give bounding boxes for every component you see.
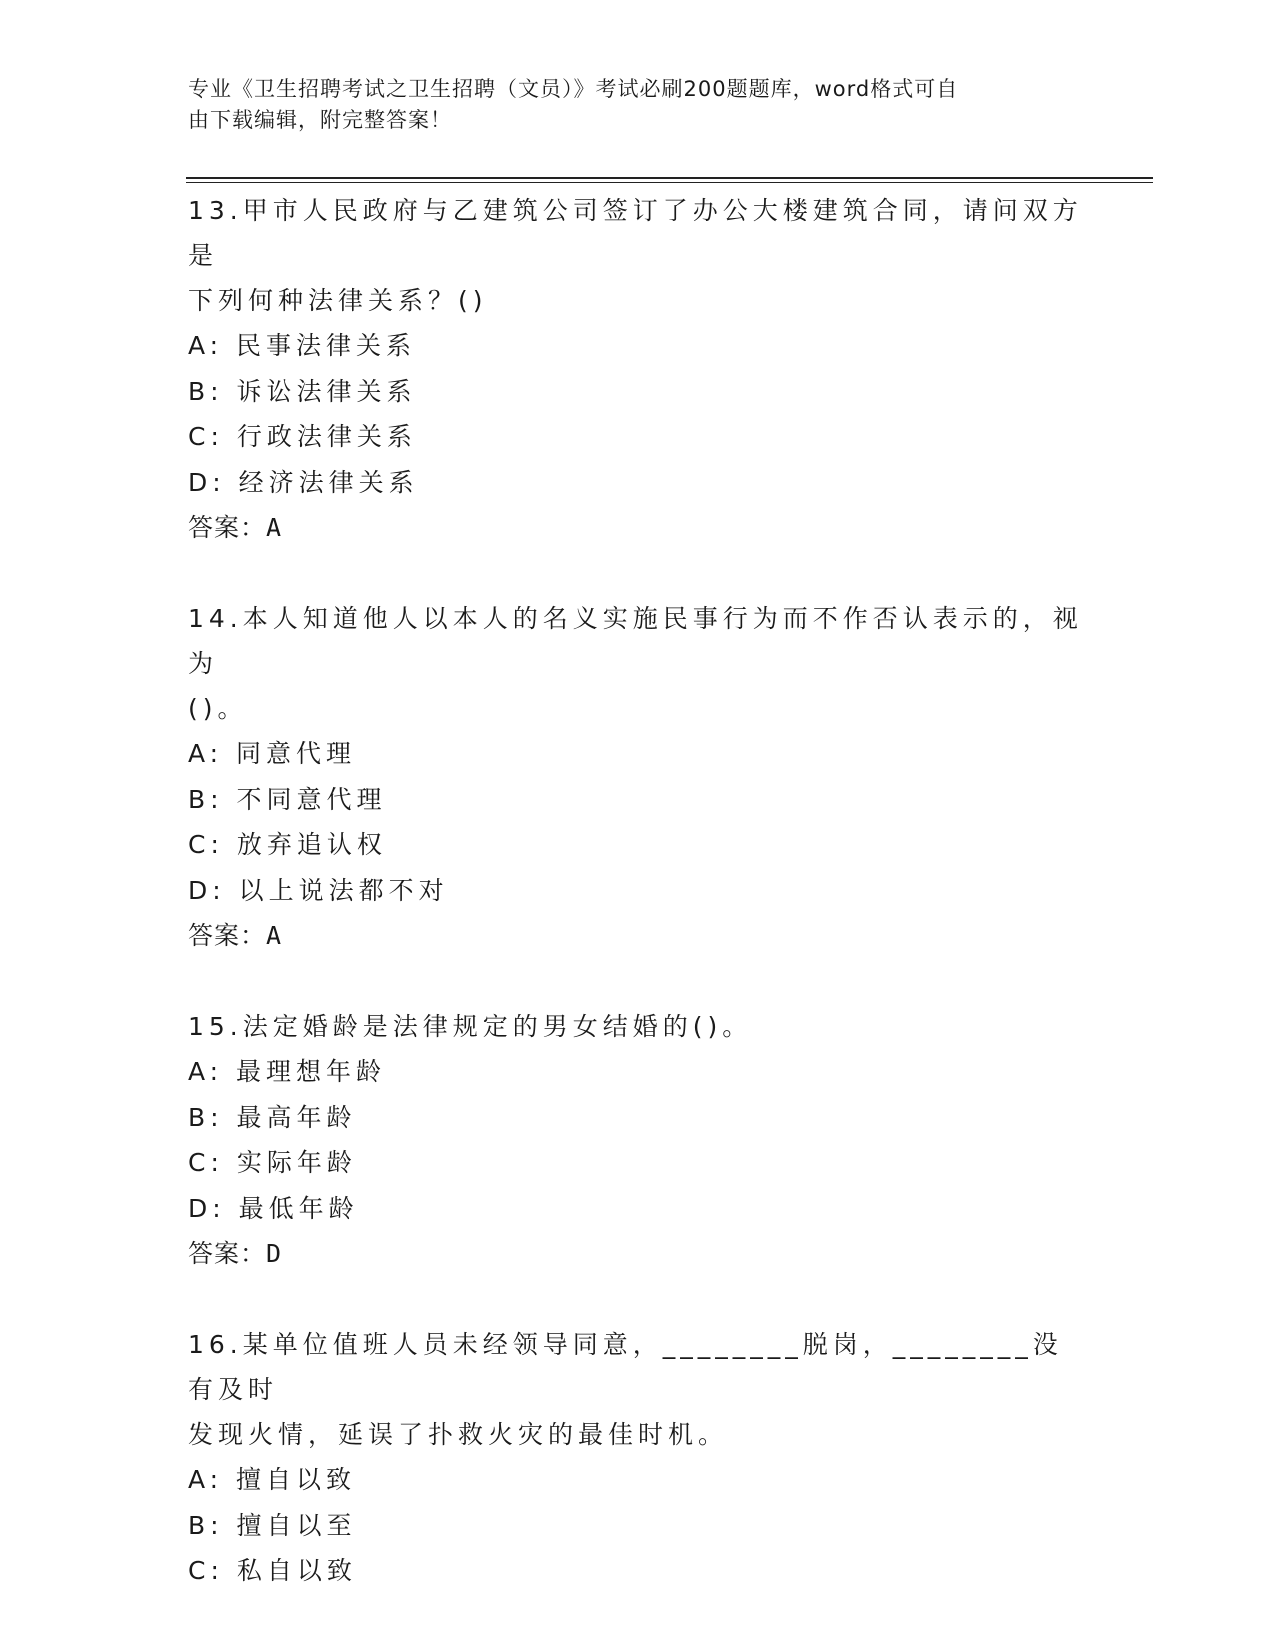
document-header — [188, 74, 1068, 136]
question-list — [188, 188, 1088, 1640]
question-14-option-b: B: 不同意代理 — [188, 784, 387, 814]
answer-label: 答案： — [188, 1239, 267, 1268]
question-15-answer — [188, 1231, 1088, 1276]
header-divider-thick — [186, 177, 1153, 179]
answer-value: D — [266, 1239, 283, 1268]
answer-label: 答案： — [188, 921, 267, 950]
header-divider-thin — [186, 182, 1153, 183]
header-line-1: 专业《卫生招聘考试之卫生招聘（文员）》考试必刷200题题库，word格式可自 — [188, 77, 959, 101]
question-13-option-c: C: 行政法律关系 — [188, 422, 417, 451]
question-15-option-d: D: 最低年龄 — [188, 1193, 359, 1223]
question-14-option-c: C: 放弃追认权 — [188, 830, 387, 859]
question-14-option-d: D: 以上说法都不对 — [188, 875, 449, 905]
answer-value: A — [266, 513, 283, 542]
question-14 — [188, 596, 1088, 958]
question-13-option-b: B: 诉讼法律关系 — [188, 376, 417, 406]
question-16-option-a: A: 擅自以致 — [188, 1465, 357, 1494]
question-14-stem-line-2: ()。 — [188, 694, 248, 723]
question-16-stem-line-1: 16.某单位值班人员未经领导同意，________脱岗，________没有及时 — [188, 1330, 1063, 1404]
question-13-stem-line-2: 下列何种法律关系？() — [188, 286, 488, 315]
answer-label: 答案： — [188, 513, 267, 542]
question-14-option-a: A: 同意代理 — [188, 739, 357, 768]
question-14-stem-line-1: 14.本人知道他人以本人的名义实施民事行为而不作否认表示的，视为 — [188, 604, 1083, 678]
header-line-2: 由下载编辑，附完整答案！ — [188, 108, 452, 132]
question-15-option-b: B: 最高年龄 — [188, 1102, 357, 1132]
question-15-option-a: A: 最理想年龄 — [188, 1057, 387, 1086]
question-13-answer — [188, 505, 1088, 550]
question-15-option-c: C: 实际年龄 — [188, 1148, 357, 1177]
question-14-answer — [188, 913, 1088, 958]
answer-value: A — [266, 921, 283, 950]
question-13-option-d: D: 经济法律关系 — [188, 467, 419, 497]
question-16-stem-line-2: 发现火情，延误了扑救火灾的最佳时机。 — [188, 1420, 729, 1449]
question-13 — [188, 188, 1088, 550]
question-13-option-a: A: 民事法律关系 — [188, 331, 417, 360]
question-16-option-b: B: 擅自以至 — [188, 1510, 357, 1540]
question-15-stem-line-1: 15.法定婚龄是法律规定的男女结婚的()。 — [188, 1012, 753, 1041]
question-13-stem-line-1: 13.甲市人民政府与乙建筑公司签订了办公大楼建筑合同，请问双方是 — [188, 196, 1083, 270]
question-15 — [188, 1004, 1088, 1276]
question-16-option-c: C: 私自以致 — [188, 1556, 357, 1585]
question-16 — [188, 1322, 1088, 1594]
